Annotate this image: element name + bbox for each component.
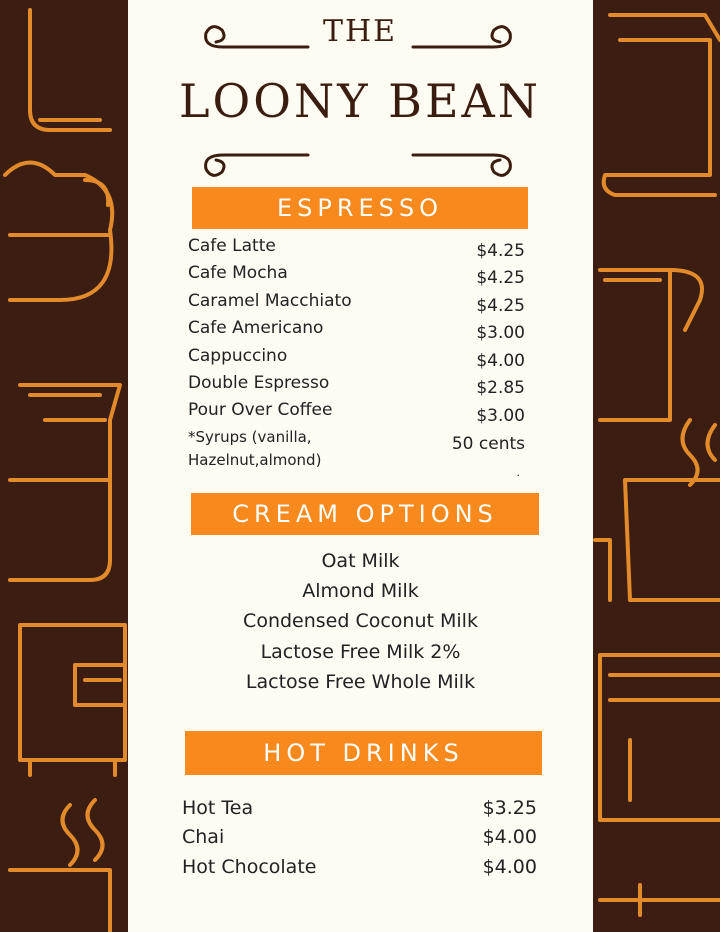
cup-right-icon (625, 480, 720, 600)
steam-icon (63, 805, 78, 865)
cream-option: Oat Milk (321, 550, 400, 572)
menu-item-price: $2.85 (476, 378, 525, 398)
menu-item-name: Cafe Americano (188, 318, 324, 338)
syrup-price: 50 cents (451, 434, 525, 454)
cream-option: Almond Milk (302, 580, 419, 602)
menu-item-price: $4.00 (476, 351, 525, 371)
french-press-icon (10, 385, 120, 580)
jar-icon (600, 655, 720, 820)
syrup-note-line1: *Syrups (vanilla, (188, 428, 312, 446)
menu-item-name: Pour Over Coffee (188, 400, 333, 420)
swirl-bottom-right-icon (413, 155, 510, 175)
menu-item-name: Double Espresso (188, 373, 330, 393)
menu-item-name: Caramel Macchiato (188, 291, 352, 311)
mug-right-icon (600, 270, 670, 420)
menu-item-name: Chai (182, 826, 225, 848)
syrup-note-line2: Hazelnut,almond) (188, 451, 322, 469)
brand-name: LOONY BEAN (178, 74, 542, 128)
steam-right-icon (683, 420, 698, 485)
menu-item-price: $4.25 (476, 296, 525, 316)
grinder-icon (20, 625, 125, 760)
trailing-dot: . (516, 466, 520, 479)
menu-item-name: Cappuccino (188, 346, 288, 366)
cream-option: Lactose Free Whole Milk (245, 671, 476, 693)
menu-item-name: Hot Tea (182, 797, 254, 819)
section-header-cream-options: CREAM OPTIONS (191, 493, 539, 535)
menu-item-name: Hot Chocolate (182, 856, 317, 878)
section-header-espresso: ESPRESSO (192, 187, 528, 229)
cream-option: Condensed Coconut Milk (243, 610, 478, 632)
menu-item-price: $4.25 (476, 241, 525, 261)
menu-item-price: $4.25 (476, 268, 525, 288)
menu-item-price: $3.00 (476, 323, 525, 343)
menu-item-name: Cafe Latte (188, 236, 276, 256)
cream-option: Lactose Free Milk 2% (260, 641, 461, 663)
brand-the: THE (322, 14, 398, 49)
menu-item-price: $4.00 (482, 826, 537, 848)
swirl-bottom-left-icon (206, 155, 308, 175)
menu-item-price: $3.25 (482, 797, 537, 819)
section-header-hot-drinks: HOT DRINKS (185, 731, 542, 775)
menu-item-name: Cafe Mocha (188, 263, 288, 283)
menu-item-price: $3.00 (476, 406, 525, 426)
menu-item-price: $4.00 (482, 856, 537, 878)
